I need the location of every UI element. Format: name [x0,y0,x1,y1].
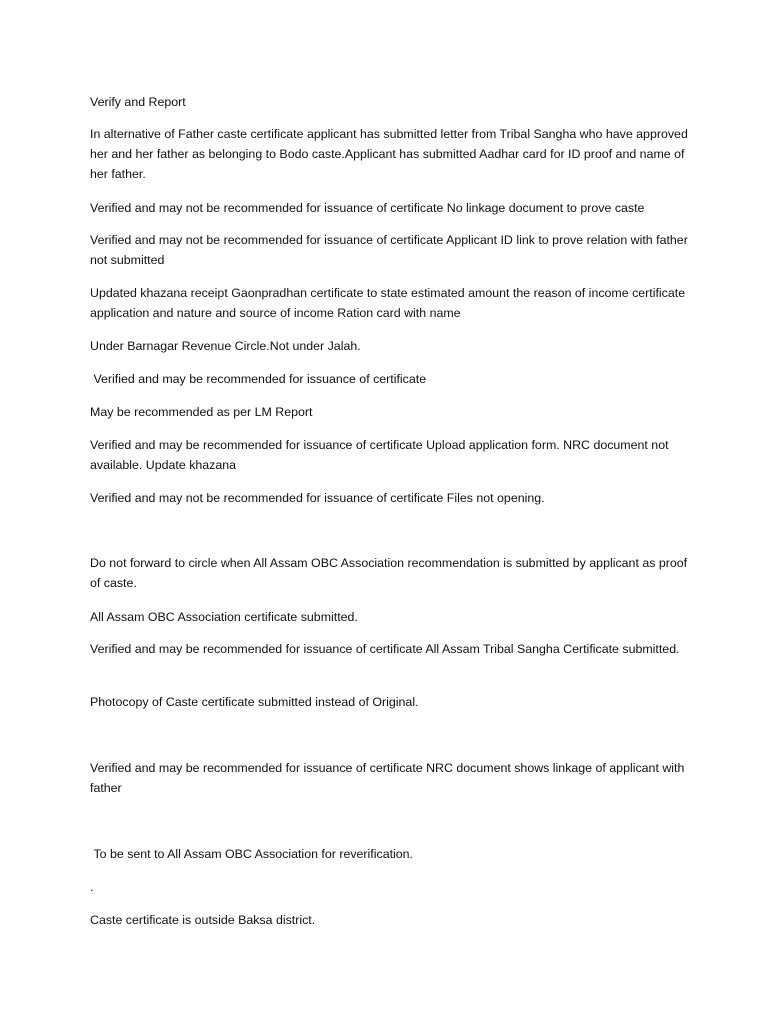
paragraph: Verified and may be recommended for issuance of certificate Upload application form. NRC document not available. Update khazana [90,438,669,472]
paragraph-heading: Verify and Report [90,95,186,109]
paragraph: . [90,880,94,894]
paragraph: Caste certificate is outside Baksa district. [90,913,316,927]
paragraph: Do not forward to circle when All Assam OBC Association recommendation is submitted by applicant as proof of caste. [90,556,688,590]
paragraph: Verified and may be recommended for issuance of certificate [90,372,427,386]
paragraph: Verified and may be recommended for issuance of certificate NRC document shows linkage of applicant with father [90,761,685,795]
paragraph: All Assam OBC Association certificate submitted. [90,610,358,624]
paragraph: Updated khazana receipt Gaonpradhan certificate to state estimated amount the reason of income certificate application and nature and source of income Ration card with name [90,286,686,320]
paragraph: In alternative of Father caste certificate applicant has submitted letter from Tribal Sangha who have approved her and her father as belonging to Bodo caste.Applicant has submitted Aadhar card for ID proof and name of her father. [90,127,688,181]
paragraph: Under Barnagar Revenue Circle.Not under Jalah. [90,339,361,353]
paragraph: To be sent to All Assam OBC Association for reverification. [90,847,413,861]
paragraph: Verified and may not be recommended for issuance of certificate Files not opening. [90,491,545,505]
paragraph: Verified and may be recommended for issuance of certificate All Assam Tribal Sangha Certificate submitted. [90,642,680,656]
paragraph: Photocopy of Caste certificate submitted instead of Original. [90,695,419,709]
paragraph: Verified and may not be recommended for issuance of certificate Applicant ID link to prove relation with father not submitted [90,233,688,267]
paragraph: May be recommended as per LM Report [90,405,313,419]
paragraph: Verified and may not be recommended for issuance of certificate No linkage document to prove caste [90,201,645,215]
